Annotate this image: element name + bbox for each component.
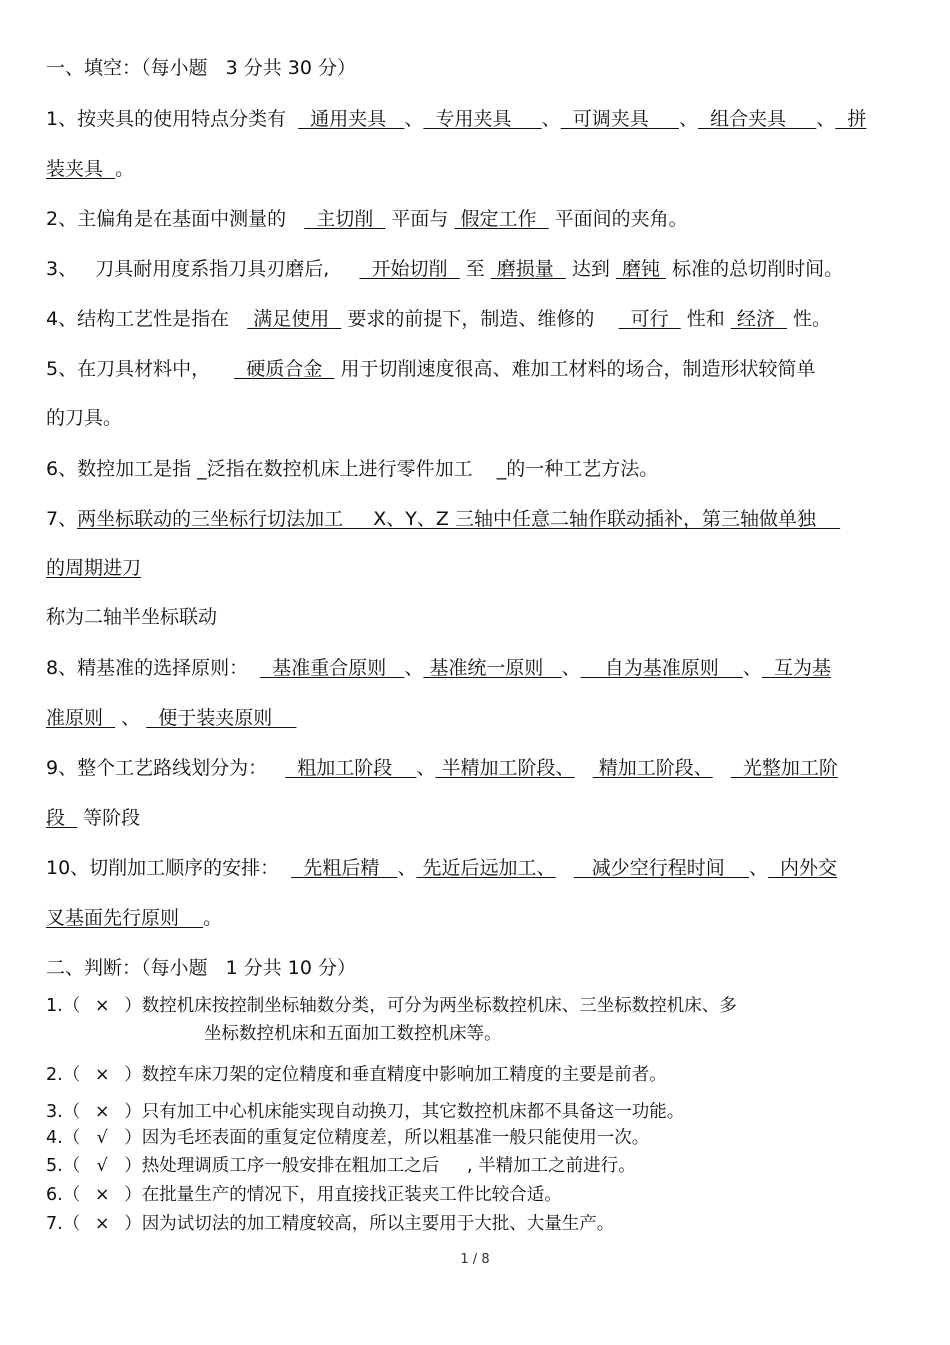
judge-mark: × [94,1214,110,1234]
q2-end: 平面间的夹角。 [548,208,688,230]
question-7-note: 称为二轴半坐标联动 [46,606,218,628]
separator: 、 [541,108,561,130]
question-1-cont [46,157,134,181]
judge-mark: √ [96,1156,108,1176]
judge-item-1-cont: 坐标数控机床和五面加工数控机床等。 [204,1024,502,1044]
q1-answer-5: 拼 [835,108,867,130]
judge-close: ） [124,1156,142,1176]
q10-end: 。 [203,907,223,929]
q8-answer-4: 互为基 [761,657,832,679]
q5-answer-1: 硬质合金 [234,358,335,380]
judge-num: 5.（ [46,1156,81,1176]
question-5 [46,357,815,381]
section2-title: 二、判断：（每小题 1 分共 10 分） [46,957,357,979]
q2-answer-2: 假定工作 [454,208,549,230]
judge-num: 2.（ [46,1065,81,1085]
q9-prompt: 9、整个工艺路线划分为： [46,757,286,779]
judge-text: 数控机床按控制坐标轴数分类，可分为两坐标数控机床、三坐标数控机床、多 [141,996,737,1016]
q4-answer-3: 经济 [730,308,787,330]
separator [556,857,574,879]
question-5-cont: 的刀具。 [46,407,123,429]
q8-answer-5: 便于装夹原则 [146,707,297,729]
q1-prompt: 1、按夹具的使用特点分类有 [46,108,299,130]
question-8-cont [46,706,296,730]
q3-prompt: 3、 刀具耐用度系指刀具刃磨后, [46,258,360,280]
q10-answer-1: 先粗后精 [291,857,398,879]
q1-answer-5-cont: 装夹具 [46,158,116,180]
q4-mid-2: 性和 [680,308,731,330]
question-7 [46,507,840,531]
q7-prompt: 7、 [46,508,78,530]
judge-close: ） [124,1128,142,1148]
separator: 、 [561,657,581,679]
q5-prompt: 5、在刀具材料中， [46,358,235,380]
q8-answer-3: 自为基准原则 [580,657,743,679]
judge-mark: × [94,1102,110,1122]
q7-answer: 两坐标联动的三坐标行切法加工 X、Y、Z 三轴中任意二轴作联动插补，第三轴做单独 [77,508,841,530]
q10-answer-4-cont: 叉基面先行原则 [46,907,204,929]
q9-answer-2: 半精加工阶段、 [435,757,575,779]
separator [713,757,731,779]
q5-end: 用于切削速度很高、难加工材料的场合，制造形状较简单 [334,358,816,380]
judge-text: 因为试切法的加工精度较高，所以主要用于大批、大量生产。 [141,1214,615,1234]
q4-end: 性。 [786,308,831,330]
q3-mid-1: 至 [459,258,491,280]
judge-item-2 [46,1063,667,1087]
q1-answer-2: 专用夹具 [423,108,542,130]
question-6: 6、数控加工是指 _泛指在数控机床上进行零件加工 _的一种工艺方法。 [46,458,659,480]
q4-answer-1: 满足使用 [247,308,342,330]
q8-answer-2: 基准统一原则 [423,657,562,679]
judge-text: 热处理调质工序一般安排在粗加工之后 , 半精加工之前进行。 [141,1156,636,1176]
separator: 、 [678,108,698,130]
q4-mid-1: 要求的前提下，制造、维修的 [341,308,619,330]
q3-answer-2: 磨损量 [490,258,566,280]
q9-answer-1: 粗加工阶段 [285,757,417,779]
q3-mid-2: 达到 [565,258,616,280]
q10-answer-2: 先近后远加工、 [416,857,556,879]
judge-close: ） [124,1065,142,1085]
judge-text: 只有加工中心机床能实现自动换刀，其它数控机床都不具备这一功能。 [141,1102,685,1122]
judge-mark: × [94,1065,110,1085]
q9-answer-3: 精加工阶段、 [592,757,713,779]
judge-num: 1.（ [46,996,81,1016]
question-2 [46,207,688,231]
judge-text: 因为毛坯表面的重复定位精度差，所以粗基准一般只能使用一次。 [141,1128,650,1148]
q10-answer-4: 内外交 [767,857,838,879]
q1-answer-1: 通用夹具 [298,108,405,130]
q2-answer-1: 主切削 [304,208,386,230]
q10-prompt: 10、切削加工顺序的安排： [46,857,292,879]
judge-text: 在批量生产的情况下，用直接找正装夹工件比较合适。 [141,1185,562,1205]
separator: 、 [416,757,436,779]
judge-item-5 [46,1154,636,1178]
separator: 、 [816,108,836,130]
judge-num: 3.（ [46,1102,81,1122]
question-10-cont [46,906,222,930]
separator: 、 [742,657,762,679]
q8-answer-1: 基准重合原则 [260,657,405,679]
q4-answer-2: 可行 [618,308,681,330]
judge-mark: √ [96,1128,108,1148]
question-7-cont: 的周期进刀 [46,557,142,579]
judge-item-7 [46,1212,614,1236]
question-8 [46,656,831,680]
q9-end: 等阶段 [77,807,141,829]
judge-close: ） [124,1214,142,1234]
q4-prompt: 4、结构工艺性是指在 [46,308,248,330]
judge-text: 数控车床刀架的定位精度和垂直精度中影响加工精度的主要是前者。 [141,1065,667,1085]
question-1 [46,107,866,131]
judge-num: 6.（ [46,1185,81,1205]
judge-num: 4.（ [46,1128,81,1148]
judge-close: ） [124,1102,142,1122]
question-9 [46,756,838,780]
separator: 、 [397,857,417,879]
q3-answer-3: 磨钝 [615,258,667,280]
separator [575,757,593,779]
judge-item-3 [46,1100,684,1124]
judge-close: ） [124,996,142,1016]
judge-mark: × [94,1185,110,1205]
judge-item-4 [46,1126,649,1150]
q1-end: 。 [115,158,135,180]
separator: 、 [115,707,147,729]
judge-item-6 [46,1183,562,1207]
q3-answer-1: 开始切削 [359,258,460,280]
question-10 [46,856,837,880]
q8-answer-4-cont: 准原则 [46,707,116,729]
judge-num: 7.（ [46,1214,81,1234]
q1-answer-4: 组合夹具 [697,108,817,130]
question-3 [46,257,843,281]
question-4 [46,307,831,331]
question-9-cont [46,806,140,830]
q2-prompt: 2、主偏角是在基面中测量的 [46,208,305,230]
judge-close: ） [124,1185,142,1205]
judge-mark: × [94,996,110,1016]
judge-item-1 [46,994,737,1018]
separator: 、 [404,108,424,130]
q8-prompt: 8、精基准的选择原则： [46,657,261,679]
q1-answer-3: 可调夹具 [560,108,679,130]
separator: 、 [748,857,768,879]
section1-title: 一、填空：（每小题 3 分共 30 分） [46,57,357,79]
q9-answer-4: 光整加工阶 [730,757,838,779]
q2-mid: 平面与 [385,208,455,230]
separator: 、 [404,657,424,679]
q10-answer-3: 减少空行程时间 [573,857,749,879]
q9-answer-4-cont: 段 [46,807,78,829]
page-number: 1 / 8 [460,1252,490,1267]
q3-end: 标准的总切削时间。 [666,258,844,280]
